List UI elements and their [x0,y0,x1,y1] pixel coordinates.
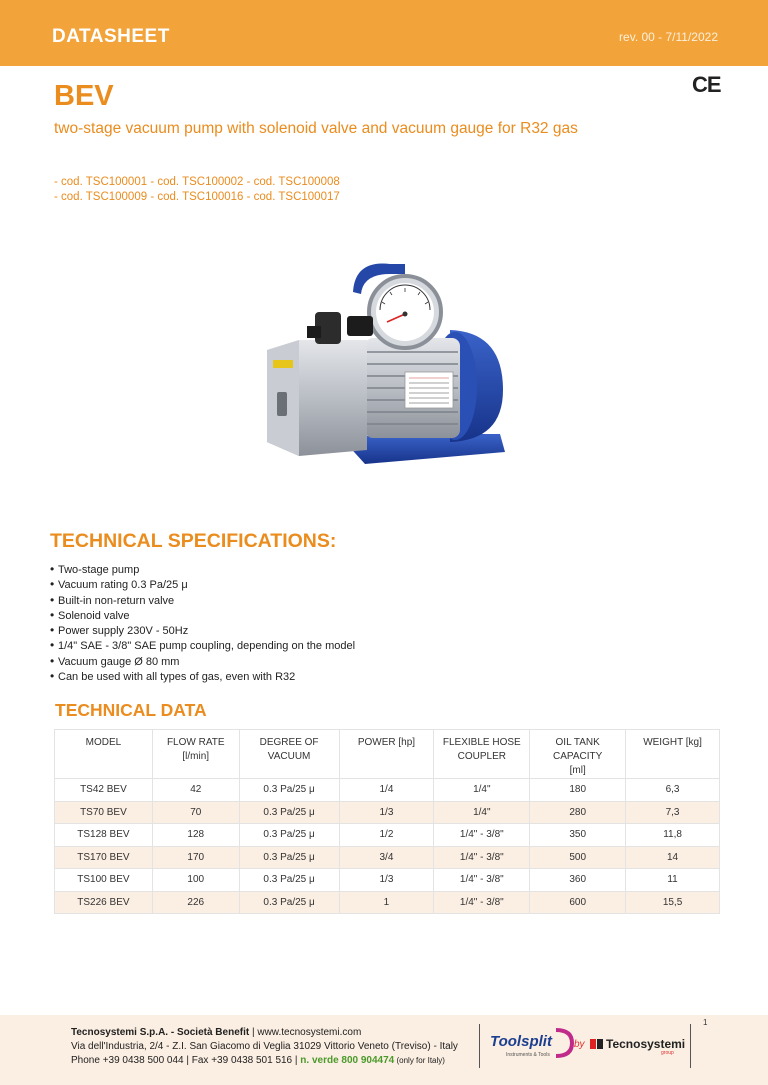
list-item: • Vacuum gauge Ø 80 mm [50,654,355,669]
technical-data-heading: TECHNICAL DATA [55,700,207,720]
list-item: • Can be used with all types of gas, even with R32 [50,669,355,684]
toolsplit-arc-icon [552,1026,574,1060]
cell-hose-coupler: 1/4" [434,801,530,824]
cell-power: 1/3 [339,801,434,824]
toll-free-number: n. verde 800 904474 [300,1055,395,1066]
column-header-model [55,730,153,779]
cell-hose-coupler: 1/4" - 3/8" [434,846,530,869]
product-codes-line: - cod. TSC100001 - cod. TSC100002 - cod. TSC100008 [54,176,340,188]
cell-hose-coupler: 1/4" - 3/8" [434,891,530,914]
company-name: Tecnosystemi S.p.A. - Società Benefit [71,1027,250,1038]
cell-oil-tank-capacity: 600 [530,891,626,914]
cell-oil-tank-capacity: 350 [530,824,626,847]
tecnosystemi-mark-icon [590,1037,604,1051]
cell-flow-rate: 226 [152,891,239,914]
cell-hose-coupler: 1/4" [434,779,530,802]
cell-model: TS170 BEV [55,846,153,869]
cell-hose-coupler: 1/4" - 3/8" [434,824,530,847]
logo-by-text: by [574,1039,585,1050]
cell-model: TS100 BEV [55,869,153,892]
header-text: VACUUM [267,751,311,762]
cell-flow-rate: 42 [152,779,239,802]
header-bar [0,0,768,66]
ce-mark-logo: CE [692,72,721,97]
column-header-oil-tank-capacity [530,730,626,779]
product-subtitle: two-stage vacuum pump with solenoid valve and vacuum gauge for R32 gas [54,120,578,137]
footer-divider [479,1024,480,1068]
table-row [55,891,720,914]
toolsplit-logo: Toolsplit [490,1033,552,1050]
header-text: [ml] [569,765,586,776]
technical-data-table [54,729,720,914]
header-text: DEGREE OF [259,737,319,748]
header-text: FLOW RATE [l/min] [166,737,225,762]
cell-weight: 7,3 [626,801,720,824]
company-website[interactable]: | www.tecnosystemi.com [249,1027,362,1038]
header-text: OIL TANK CAPACITY [553,737,603,762]
cell-oil-tank-capacity: 360 [530,869,626,892]
table-row [55,801,720,824]
cell-oil-tank-capacity: 500 [530,846,626,869]
vacuum-pump-image [255,252,515,482]
header-text: COUPLER [457,751,506,762]
tecnosystemi-logo: Tecnosystemi [606,1037,686,1051]
cell-power: 1/2 [339,824,434,847]
cell-degree-of-vacuum: 0.3 Pa/25 μ [239,846,339,869]
footer-divider [690,1024,691,1068]
cell-power: 1/3 [339,869,434,892]
company-address: Via dell'Industria, 2/4 - Z.I. San Giacomo di Veglia 31029 Vittorio Veneto (Treviso) - Italy [71,1041,458,1052]
table-header-row [55,730,720,779]
table-row [55,824,720,847]
cell-weight: 14 [626,846,720,869]
column-header-power [339,730,434,779]
column-header-flexible-hose-coupler [434,730,530,779]
header-text: POWER [hp] [357,737,416,748]
company-contacts [71,1054,458,1068]
cell-degree-of-vacuum: 0.3 Pa/25 μ [239,801,339,824]
list-item: • Solenoid valve [50,608,355,623]
column-header-weight [626,730,720,779]
revision-date: rev. 00 - 7/11/2022 [619,30,718,44]
toll-free-note: (only for Italy) [394,1056,445,1065]
list-item: • Built-in non-return valve [50,593,355,608]
header-text: FLEXIBLE HOSE [442,737,521,748]
document-type-title: DATASHEET [52,26,170,47]
cell-model: TS128 BEV [55,824,153,847]
product-codes [54,175,340,205]
cell-power: 1/4 [339,779,434,802]
page-number: 1 [703,1018,708,1027]
column-header-degree-of-vacuum [239,730,339,779]
specifications-list [50,562,355,684]
cell-flow-rate: 170 [152,846,239,869]
company-line [71,1026,458,1040]
cell-hose-coupler: 1/4" - 3/8" [434,869,530,892]
cell-flow-rate: 70 [152,801,239,824]
list-item: • Vacuum rating 0.3 Pa/25 μ [50,577,355,592]
cell-degree-of-vacuum: 0.3 Pa/25 μ [239,824,339,847]
company-info [71,1026,458,1068]
cell-degree-of-vacuum: 0.3 Pa/25 μ [239,779,339,802]
cell-weight: 6,3 [626,779,720,802]
list-item: • Power supply 230V - 50Hz [50,623,355,638]
table-row [55,846,720,869]
cell-flow-rate: 128 [152,824,239,847]
toolsplit-logo-subtitle: Instruments & Tools [506,1052,550,1058]
cell-model: TS70 BEV [55,801,153,824]
list-item: • 1/4" SAE - 3/8" SAE pump coupling, depending on the model [50,638,355,653]
cell-power: 1 [339,891,434,914]
product-name: BEV [54,80,114,112]
cell-model: TS42 BEV [55,779,153,802]
table-row [55,779,720,802]
header-text: WEIGHT [kg] [643,737,702,748]
cell-oil-tank-capacity: 280 [530,801,626,824]
cell-weight: 15,5 [626,891,720,914]
header-text: MODEL [85,737,122,748]
cell-power: 3/4 [339,846,434,869]
tecnosystemi-logo-subtitle: group [661,1050,674,1056]
table-row [55,869,720,892]
column-header-flow-rate [152,730,239,779]
product-codes-line: - cod. TSC100009 - cod. TSC100016 - cod. TSC100017 [54,191,340,203]
cell-weight: 11 [626,869,720,892]
cell-degree-of-vacuum: 0.3 Pa/25 μ [239,869,339,892]
list-item: • Two-stage pump [50,562,355,577]
cell-degree-of-vacuum: 0.3 Pa/25 μ [239,891,339,914]
technical-specifications-heading: TECHNICAL SPECIFICATIONS: [50,530,337,552]
cell-model: TS226 BEV [55,891,153,914]
cell-flow-rate: 100 [152,869,239,892]
cell-oil-tank-capacity: 180 [530,779,626,802]
cell-weight: 11,8 [626,824,720,847]
phone-fax: Phone +39 0438 500 044 | Fax +39 0438 501 516 | [71,1055,301,1066]
